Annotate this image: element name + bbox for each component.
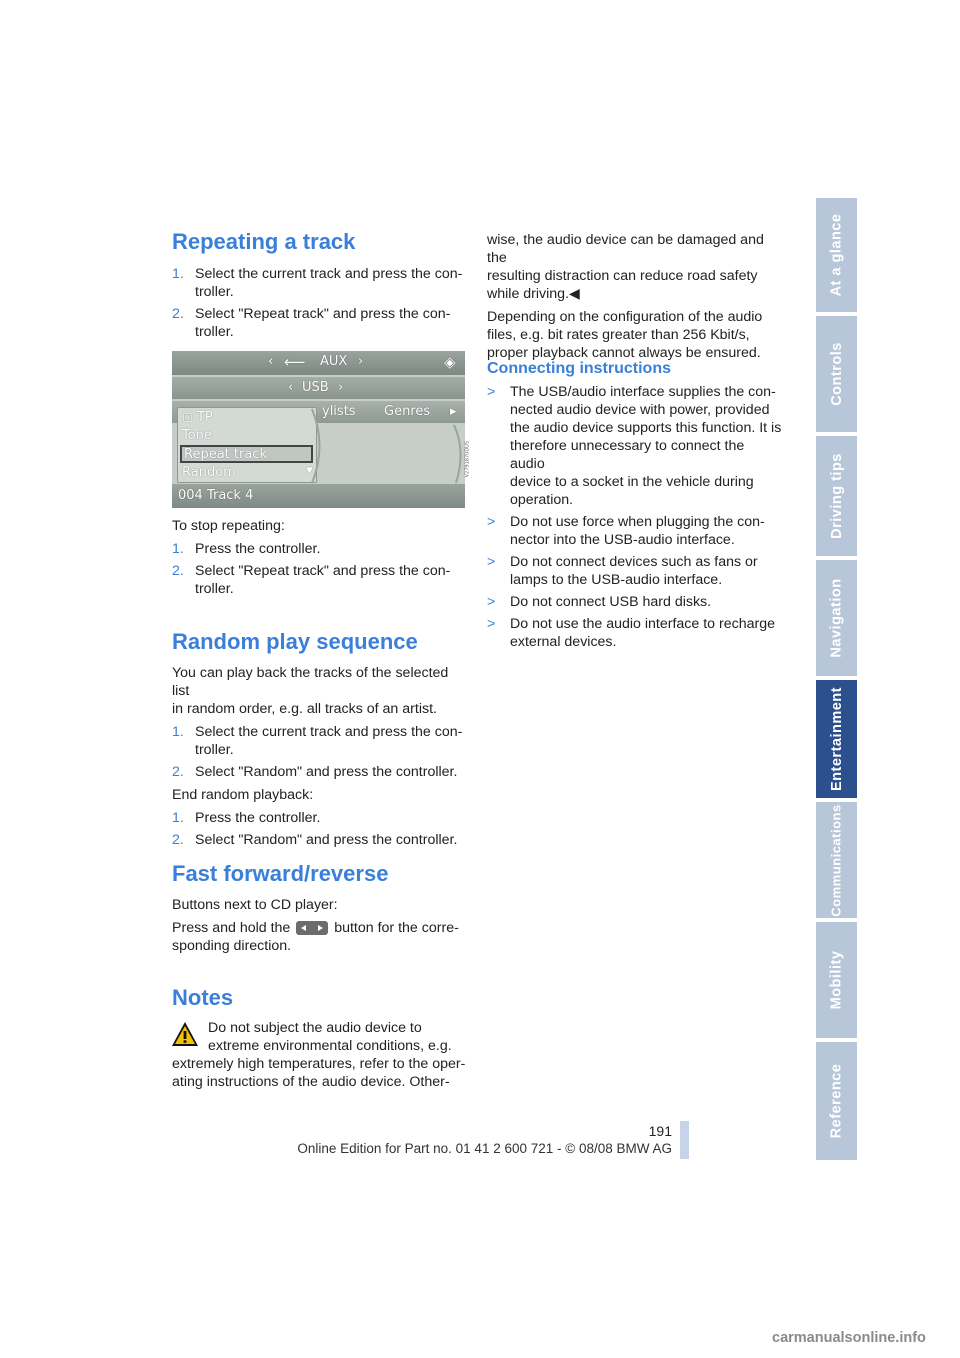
random-section <box>172 629 467 849</box>
tab-controls[interactable]: Controls <box>816 316 857 432</box>
notes-warning-b: extremely high temperatures, refer to the oper- ating instructions of the audio device. Other- <box>172 1056 466 1090</box>
screen-tab-genres: Genres <box>384 404 431 419</box>
screen-menu-item: ◻ TP <box>182 410 213 425</box>
screen-menu-item: Random <box>182 465 236 480</box>
random-end-intro: End random playback: <box>172 787 314 803</box>
fast-line2: Press and hold the button for the corre- sponding direction. <box>172 920 459 954</box>
repeat-step-2: 2. Select "Repeat track" and press the con- troller. <box>172 306 451 340</box>
stop-intro: To stop repeating: <box>172 518 285 534</box>
connecting-bullet: > Do not use force when plugging the con- nector into the USB-audio interface. <box>487 514 765 548</box>
tab-entertainment[interactable]: Entertainment <box>816 680 857 798</box>
footer-bar <box>680 1121 689 1159</box>
connecting-heading: Connecting instructions <box>487 360 671 377</box>
tab-mobility[interactable]: Mobility <box>816 922 857 1038</box>
notes-warning-a: Do not subject the audio device to extreme environmental conditions, e.g. <box>208 1020 452 1054</box>
stop-repeat-section <box>172 517 467 598</box>
screen-now-playing: 004 Track 4 <box>172 484 465 508</box>
notes-config: Depending on the configuration of the audio files, e.g. bit rates greater than 256 Kbit/s, proper playback cannot always be ensured. <box>487 309 763 361</box>
fast-heading: Fast forward/reverse <box>172 861 389 886</box>
connecting-section <box>487 359 782 651</box>
connecting-bullet: > Do not connect devices such as fans or lamps to the USB-audio interface. <box>487 554 758 588</box>
tab-navigation[interactable]: Navigation <box>816 560 857 676</box>
random-step-1: 1. Select the current track and press the con- troller. <box>172 724 463 758</box>
screen-tab-playlists: ylists <box>322 404 356 419</box>
stop-step-1: 1. Press the controller. <box>172 541 321 557</box>
tab-at-a-glance[interactable]: At a glance <box>816 198 857 312</box>
tab-communications[interactable]: Communications <box>816 802 857 918</box>
screen-source-row: ‹ ⟵ AUX › ◈ <box>172 351 465 375</box>
random-intro: You can play back the tracks of the selected list in random order, e.g. all tracks of an artist. <box>172 665 449 717</box>
connecting-bullet: > Do not use the audio interface to recharge external devices. <box>487 616 776 650</box>
screen-joystick-icon: ◈ <box>444 353 456 371</box>
seek-button-icon <box>296 921 328 935</box>
notes-continued <box>487 231 782 362</box>
tab-driving-tips[interactable]: Driving tips <box>816 436 857 556</box>
repeat-step-1: 1. Select the current track and press the con- troller. <box>172 266 463 300</box>
screen-code: V2791870DUS <box>464 441 470 478</box>
watermark: carmanualsonline.info <box>772 1330 926 1346</box>
idrive-screen-image <box>172 351 470 508</box>
random-step-2: 2. Select "Random" and press the controller. <box>172 764 458 780</box>
random-end-step-1: 1. Press the controller. <box>172 810 321 826</box>
tab-reference[interactable]: Reference <box>816 1042 857 1160</box>
random-end-step-2: 2. Select "Random" and press the controller. <box>172 832 458 848</box>
page-number: 191 <box>648 1123 672 1139</box>
screen-tabs-row: ylists Genres ▸ <box>172 401 465 423</box>
connecting-bullet: > The USB/audio interface supplies the con- nected audio device with power, provided the audio device supports this function. It is therefore unnecessary to connect the audio device to a socket in the vehicle during operation. <box>487 384 782 508</box>
notes-section <box>172 985 467 1091</box>
random-heading: Random play sequence <box>172 629 418 654</box>
notes-cont: wise, the audio device can be damaged and the resulting distraction can reduce road safety while driving.◀ <box>487 232 764 302</box>
stop-step-2: 2. Select "Repeat track" and press the con- troller. <box>172 563 451 597</box>
repeat-heading: Repeating a track <box>172 229 356 254</box>
repeat-section <box>172 229 467 341</box>
connecting-bullet: > Do not connect USB hard disks. <box>487 594 712 610</box>
screen-device-row: ‹ USB › <box>172 377 465 399</box>
notes-heading: Notes <box>172 985 234 1010</box>
screen-device: USB <box>302 380 329 395</box>
screen-menu-item: Tone <box>182 428 212 443</box>
fast-section <box>172 861 467 955</box>
fast-line1: Buttons next to CD player: <box>172 897 338 913</box>
screen-options-menu: ◻ TP Tone Repeat track Random ▼ <box>177 407 317 483</box>
footer-text: Online Edition for Part no. 01 41 2 600 721 - © 08/08 BMW AG <box>297 1141 672 1156</box>
warning-icon <box>171 1021 199 1047</box>
screen-source: AUX <box>320 354 348 369</box>
screen-menu-item-selected: Repeat track <box>180 445 313 463</box>
